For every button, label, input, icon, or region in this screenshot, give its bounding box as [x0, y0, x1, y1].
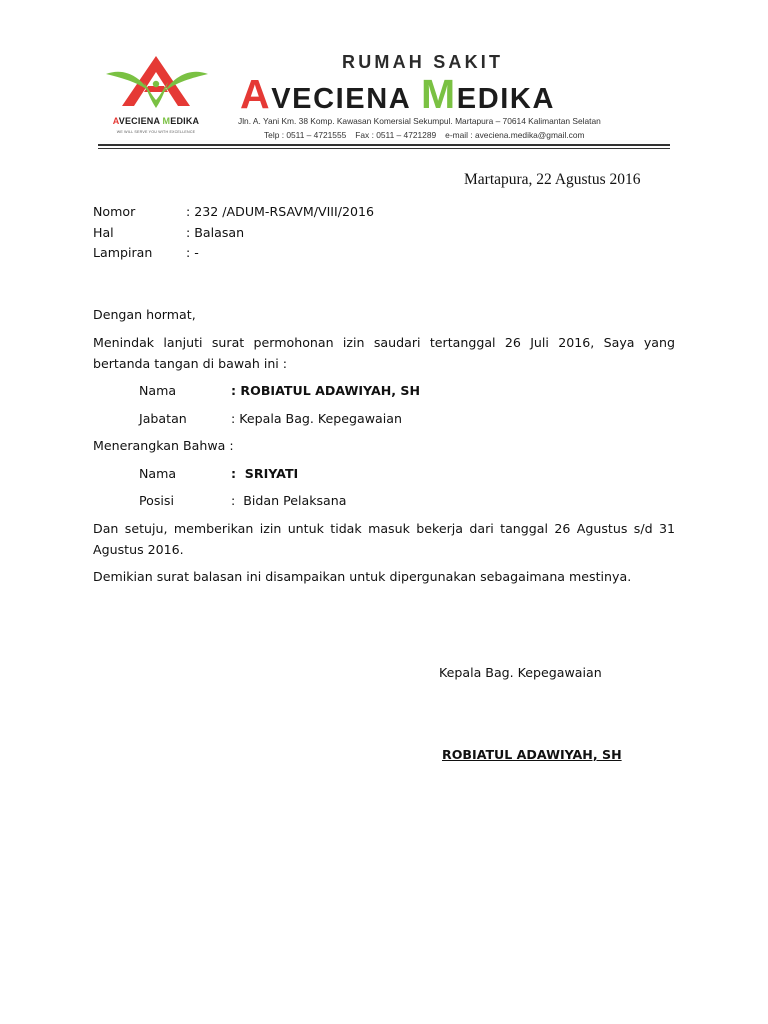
meta-value-hal: : Balasan: [186, 225, 245, 240]
salutation: Dengan hormat,: [93, 307, 196, 322]
meta-label-nomor: Nomor: [93, 204, 136, 219]
meta-label-lampiran: Lampiran: [93, 245, 153, 260]
hospital-contact: [264, 130, 593, 140]
hospital-name-initial-m: M: [421, 71, 457, 117]
meta-value-nomor: : 232 /ADUM-RSAVM/VIII/2016: [186, 204, 375, 219]
signature-name: ROBIATUL ADAWIYAH, SH: [442, 747, 622, 762]
signer-label-nama: Nama: [139, 383, 177, 398]
meta-label-hal: Hal: [93, 225, 114, 240]
subject-label-nama: Nama: [139, 466, 177, 481]
logo-wordmark: [104, 116, 208, 126]
institution-type: RUMAH SAKIT: [342, 52, 504, 72]
hospital-name-initial-a: A: [240, 71, 272, 117]
letterhead-divider-thin: [98, 148, 670, 149]
logo-wordmark-initial-m: M: [162, 116, 171, 126]
logo-tagline: WE WILL SERVE YOU WITH EXCELLENCE: [116, 130, 196, 134]
hospital-name-word2: EDIKA: [456, 83, 556, 115]
subject-value-posisi: : Bidan Pelaksana: [231, 493, 347, 508]
signer-value-jabatan: : Kepala Bag. Kepegawaian: [231, 411, 402, 426]
logo-wordmark-initial-a: A: [112, 116, 119, 126]
logo-wordmark-part-a: VECIENA: [118, 116, 163, 126]
explains-heading: Menerangkan Bahwa :: [93, 438, 234, 453]
signer-value-nama: : ROBIATUL ADAWIYAH, SH: [231, 383, 421, 398]
letterhead-divider: [98, 144, 670, 146]
intro-paragraph: Menindak lanjuti surat permohonan izin saudari tertanggal 26 Juli 2016, Saya yang bertanda tangan di bawah ini :: [93, 335, 675, 371]
hospital-email: e-mail : aveciena.medika@gmail.com: [445, 130, 585, 140]
signer-label-jabatan: Jabatan: [139, 411, 187, 426]
hospital-name-word1: VECIENA: [271, 83, 412, 115]
consent-paragraph: Dan setuju, memberikan izin untuk tidak masuk bekerja dari tanggal 26 Agustus s/d 31 Agustus 2016.: [93, 521, 675, 557]
subject-label-posisi: Posisi: [139, 493, 174, 508]
closing-paragraph: Demikian surat balasan ini disampaikan untuk dipergunakan sebagaimana mestinya.: [93, 569, 632, 584]
hospital-fax: Fax : 0511 – 4721289: [355, 130, 437, 140]
logo-emblem-icon: [104, 52, 210, 116]
hospital-address: Jln. A. Yani Km. 38 Komp. Kawasan Komersial Sekumpul. Martapura – 70614 Kalimantan Selatan: [238, 116, 601, 126]
hospital-phone: Telp : 0511 – 4721555: [264, 130, 347, 140]
place-date: Martapura, 22 Agustus 2016: [464, 171, 641, 188]
hospital-logo: [104, 52, 210, 142]
subject-value-nama: : SRIYATI: [231, 466, 299, 481]
logo-wordmark-part-m: EDIKA: [170, 116, 200, 126]
meta-value-lampiran: : -: [186, 245, 199, 260]
hospital-name: [240, 71, 556, 119]
signature-title: Kepala Bag. Kepegawaian: [439, 665, 602, 680]
